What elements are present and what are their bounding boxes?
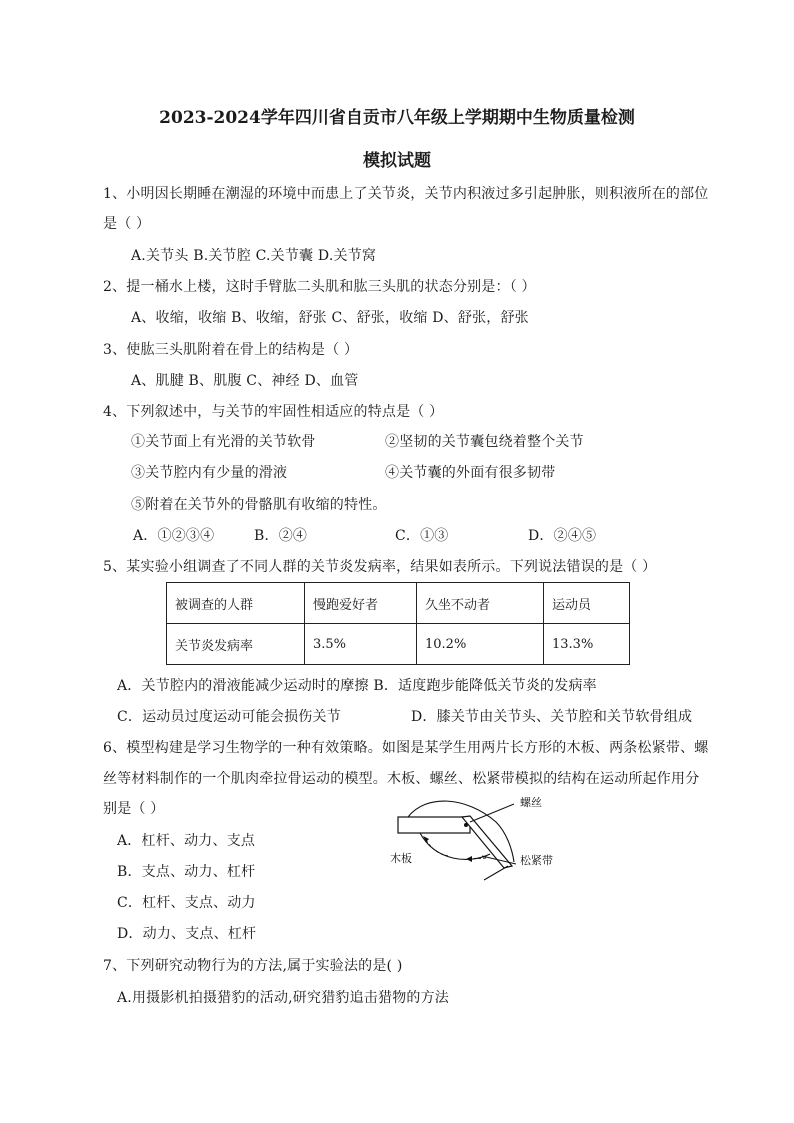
board-shape [398, 817, 470, 833]
question-4-statement-4: ④关节囊的外面有很多韧带 [385, 465, 556, 481]
table-cell: 运动员 [544, 583, 630, 624]
table-cell: 慢跑爱好者 [305, 583, 417, 624]
table-cell: 10.2% [417, 624, 544, 665]
label-elastic-band: 松紧带 [520, 854, 553, 867]
question-6-option-d: D．动力、支点、杠杆 [117, 926, 257, 942]
question-7-option-a: A.用摄影机拍摄猎豹的活动,研究猎豹追击猎物的方法 [117, 990, 450, 1006]
question-4-option-a: A．①②③④ [133, 528, 215, 544]
table-cell: 被调查的人群 [167, 583, 305, 624]
question-2-options: A、收缩，收缩 B、收缩，舒张 C、舒张，收缩 D、舒张，舒张 [131, 310, 529, 326]
question-4-statement-3: ③关节腔内有少量的滑液 [131, 465, 288, 481]
table-header-row [167, 583, 630, 624]
question-6-option-a: A．杠杆、动力、支点 [117, 833, 256, 849]
muscle-model-diagram [386, 792, 586, 892]
movement-arrow-left [426, 840, 448, 856]
table-cell: 关节炎发病率 [167, 624, 305, 665]
table-row [167, 624, 630, 665]
question-4-option-c: C．①③ [395, 528, 449, 544]
title-line-2: 模拟试题 [363, 151, 431, 171]
elastic-band-link [484, 866, 508, 880]
question-6-stem-a: 6、模型构建是学习生物学的一种有效策略。如图是某学生用两片长方形的木板、两条松紧带、螺 [103, 740, 709, 756]
arrowhead-right [466, 856, 472, 862]
question-1-options: A.关节头 B.关节腔 C.关节囊 D.关节窝 [131, 248, 377, 264]
question-6-stem-c: 别是（ ） [103, 801, 165, 817]
question-7-stem: 7、下列研究动物行为的方法,属于实验法的是( ) [103, 958, 403, 974]
question-4-statement-5: ⑤附着在关节外的骨骼肌有收缩的特性。 [131, 497, 387, 513]
question-3-options: A、肌腱 B、肌腹 C、神经 D、血管 [131, 373, 359, 389]
question-5-option-d: D．膝关节由关节头、关节腔和关节软骨组成 [411, 709, 693, 725]
question-2-stem: 2、提一桶水上楼，这时手臂肱二头肌和肱三头肌的状态分别是：（ ） [103, 279, 536, 295]
label-screw: 螺丝 [520, 796, 542, 809]
title-line-1: 2023-2024学年四川省自贡市八年级上学期期中生物质量检测 [159, 108, 635, 128]
question-1-stem-a: 1、小明因长期睡在潮湿的环境中而患上了关节炎，关节内积液过多引起肿胀，则积液所在的部位 [103, 186, 709, 202]
question-4-stem: 4、下列叙述中，与关节的牢固性相适应的特点是（ ） [103, 404, 444, 420]
question-5-stem: 5、某实验小组调查了不同人群的关节炎发病率，结果如表所示。下列说法错误的是（ ） [103, 559, 657, 575]
table-cell: 3.5% [305, 624, 417, 665]
question-5-option-c: C．运动员过度运动可能会损伤关节 [117, 709, 341, 725]
question-4-option-d: D．②④⑤ [528, 528, 597, 544]
question-6-stem-b: 丝等材料制作的一个肌肉牵拉骨运动的模型。木板、螺丝、松紧带模拟的结构在运动所起作用分 [103, 771, 700, 787]
table-cell: 久坐不动者 [417, 583, 544, 624]
question-4-statement-1: ①关节面上有光滑的关节软骨 [131, 434, 316, 450]
question-6-option-c: C．杠杆、支点、动力 [117, 895, 256, 911]
label-board: 木板 [390, 852, 412, 865]
question-6-option-b: B．支点、动力、杠杆 [117, 864, 256, 880]
question-3-stem: 3、使肱三头肌附着在骨上的结构是（ ） [103, 342, 359, 358]
question-1-stem-b: 是（ ） [103, 216, 151, 232]
question-5-options-ab: A．关节腔内的滑液能减少运动时的摩擦 B．适度跑步能降低关节炎的发病率 [117, 678, 597, 694]
table-cell: 13.3% [544, 624, 630, 665]
survey-table [166, 582, 630, 665]
question-4-option-b: B．②④ [254, 528, 308, 544]
question-4-statement-2: ②坚韧的关节囊包绕着整个关节 [385, 434, 584, 450]
